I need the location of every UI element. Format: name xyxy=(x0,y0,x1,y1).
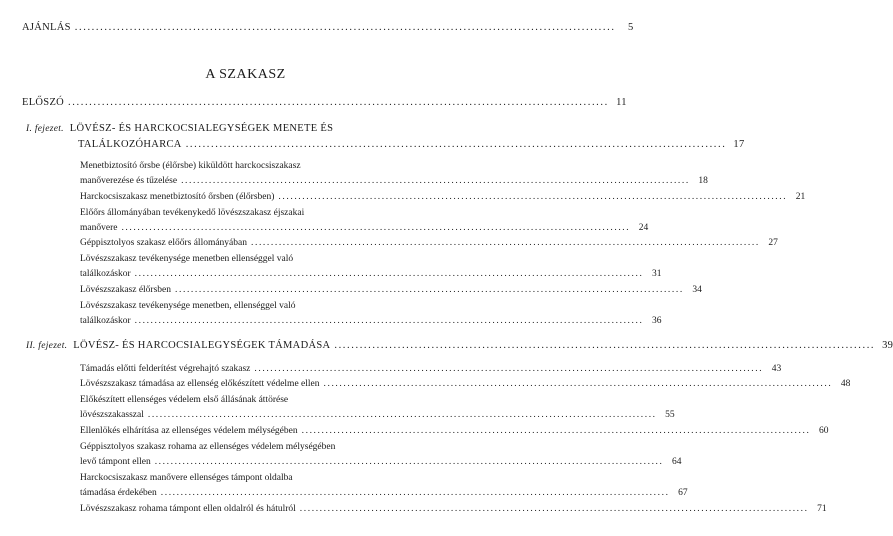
page-number: 17 xyxy=(733,139,745,150)
toc-entry-title: ELŐSZÓ xyxy=(22,97,65,108)
page-number: 48 xyxy=(840,379,851,389)
chapter-title-line2: TALÁLKOZÓHARCA xyxy=(78,139,182,150)
leader-dots: ................................................................................................................................ xyxy=(147,410,657,420)
leader-dots: ................................................................................................................................ xyxy=(278,192,788,202)
toc-subentry: találkozáskor ................................................................................................................................ 31 xyxy=(80,269,662,279)
toc-subentry: Harckocsiszakasz menetbiztosító őrsben (élőrsben) ................................................................................................................................ 21 xyxy=(80,192,806,202)
leader-dots: ................................................................................................................................ xyxy=(154,457,664,467)
leader-dots: ................................................................................................................................ xyxy=(251,238,760,248)
chapter-label: II. fejezet. xyxy=(26,341,68,351)
leader-dots: ................................................................................................................................ xyxy=(323,379,833,389)
page-number: 71 xyxy=(817,504,827,514)
page-number: 67 xyxy=(678,488,688,498)
toc-subentry: találkozáskor ................................................................................................................................ 36 xyxy=(80,316,662,326)
page-number: 5 xyxy=(628,22,634,33)
page-number: 60 xyxy=(818,426,829,436)
toc-subentry: Támadás előtti felderítést végrehajtó szakasz ................................................................................................................................ 43 xyxy=(80,364,782,374)
toc-entry-title: AJÁNLÁS xyxy=(22,22,71,33)
toc-subentry: Harckocsiszakasz manővere ellenséges támpont oldalba xyxy=(80,473,293,483)
toc-subentry: Lövészszakasz élőrsben ................................................................................................................................ 34 xyxy=(80,285,702,295)
toc-subentry: Lövészszakasz tevékenysége menetben, ellenséggel való xyxy=(80,301,296,311)
toc-subentry: Lövészszakasz rohama támpont ellen oldalról és hátulról ................................................................................................................................ 71 xyxy=(80,504,827,514)
leader-dots: ................................................................................................................................ xyxy=(160,488,670,498)
section-title: A SZAKASZ xyxy=(205,67,286,82)
leader-dots: ................................................................................................................................ xyxy=(334,340,876,351)
toc-subentry: Ellenlökés elhárítása az ellenséges védelem mélységében ................................................................................................................................ 60 xyxy=(80,426,829,436)
leader-dots: ................................................................................................................................ xyxy=(185,139,727,150)
toc-subentry: manővere ................................................................................................................................ 24 xyxy=(80,223,649,233)
leader-dots: ................................................................................................................................ xyxy=(121,223,631,233)
toc-entry-eloszo xyxy=(22,97,627,109)
toc-subentry: Előkészített ellenséges védelem első állásának áttörése xyxy=(80,395,289,405)
leader-dots: ................................................................................................................................ xyxy=(301,426,811,436)
toc-subentry: manőverezése és tűzelése ................................................................................................................................ 18 xyxy=(80,176,708,186)
toc-subentry: Lövészszakasz tevékenysége menetben ellenséggel való xyxy=(80,254,294,264)
leader-dots: ................................................................................................................................ xyxy=(181,176,690,186)
leader-dots: ................................................................................................................................ xyxy=(134,269,644,279)
toc-subentry: támadása érdekében ................................................................................................................................ 67 xyxy=(80,488,688,498)
toc-subentry: Menetbiztosító őrsbe (élőrsbe) kiküldött harckocsiszakasz xyxy=(80,161,301,171)
page-number: 31 xyxy=(651,269,662,279)
toc-subentry: lövészszakasszal ................................................................................................................................ 55 xyxy=(80,410,675,420)
chapter-label: I. fejezet. xyxy=(26,124,64,134)
leader-dots: ................................................................................................................................ xyxy=(254,364,764,374)
toc-subentry: levő támpont ellen ................................................................................................................................ 64 xyxy=(80,457,682,467)
page-number: 27 xyxy=(768,238,778,248)
leader-dots: ................................................................................................................................ xyxy=(134,316,644,326)
page-number: 24 xyxy=(638,223,649,233)
toc-subentry: Géppisztolyos szakasz rohama az ellenséges védelem mélységében xyxy=(80,442,336,452)
toc-subentry: Előőrs állományában tevékenykedő lövészszakasz éjszakai xyxy=(80,208,305,218)
page-number: 21 xyxy=(795,192,806,202)
page-number: 36 xyxy=(651,316,662,326)
page-number: 43 xyxy=(771,364,782,374)
toc-subentry: Lövészszakasz támadása az ellenség előkészített védelme ellen ................................................................................................................................ 48 xyxy=(80,379,851,389)
page-number: 11 xyxy=(616,97,627,108)
page-number: 39 xyxy=(882,340,893,351)
chapter-1-heading xyxy=(26,124,333,135)
page-number: 55 xyxy=(665,410,675,420)
chapter-title-line1: LÖVÉSZ- ÉS HARCKOCSIALEGYSÉGEK MENETE ÉS xyxy=(69,123,334,134)
chapter-2-heading xyxy=(26,340,893,352)
leader-dots: ................................................................................................................................ xyxy=(74,22,616,33)
page-number: 64 xyxy=(672,457,682,467)
toc-subentry: Géppisztolyos szakasz előőrs állományában ................................................................................................................................ 27 xyxy=(80,238,778,248)
leader-dots: ................................................................................................................................ xyxy=(68,97,609,108)
page-number: 18 xyxy=(698,176,708,186)
leader-dots: ................................................................................................................................ xyxy=(299,504,809,514)
page-number: 34 xyxy=(692,285,702,295)
chapter-title: LÖVÉSZ- ÉS HARCOCSIALEGYSÉGEK TÁMADÁSA xyxy=(73,340,331,351)
toc-entry-ajanlas xyxy=(22,22,634,34)
leader-dots: ................................................................................................................................ xyxy=(175,285,684,295)
chapter-1-heading-line2 xyxy=(78,139,745,151)
